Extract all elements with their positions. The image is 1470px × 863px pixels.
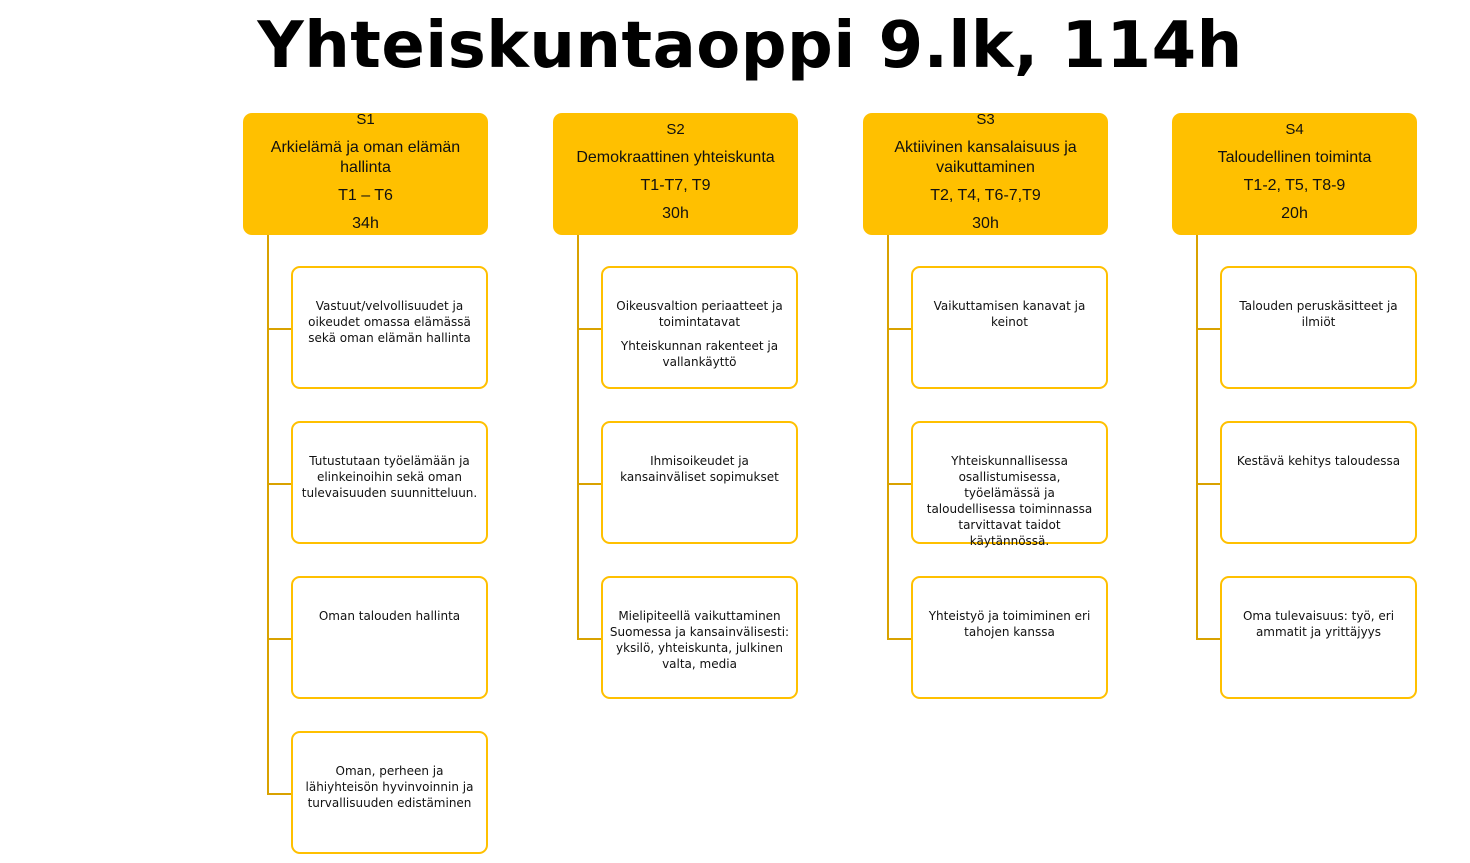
section-code: S3 — [976, 111, 995, 128]
topic-text: Vastuut/velvollisuudet ja oikeudet omassa elämässä sekä oman elämän hallinta — [308, 299, 471, 345]
section-code: S1 — [356, 111, 375, 128]
section-hours: 34h — [352, 215, 379, 232]
connector-branch — [1196, 328, 1220, 330]
section-goals: T1-T7, T9 — [640, 177, 711, 194]
topic-box — [1220, 421, 1417, 544]
topic-text: Oman talouden hallinta — [318, 609, 461, 623]
section-code: S2 — [666, 121, 685, 138]
section-code: S4 — [1285, 121, 1304, 138]
section-name: Aktiivinen kansalaisuus ja vaikuttaminen — [894, 139, 1077, 176]
topic-text: Kestävä kehitys taloudessa — [1236, 454, 1401, 468]
section-name: Demokraattinen yhteiskunta — [576, 149, 775, 166]
topic-text: Tutustutaan työelämään ja elinkeinoihin sekä oman tulevaisuuden suunnitteluun. — [301, 454, 478, 500]
section-name: Taloudellinen toiminta — [1217, 149, 1372, 166]
section-goals: T1 – T6 — [338, 187, 393, 204]
topic-text: Yhteistyö ja toimiminen eri tahojen kanssa — [928, 609, 1091, 639]
topic-text: Yhteiskunnallisessa osallistumisessa, työelämässä ja taloudellisessa toiminnassa tarvittavat taidot käytännössä. — [926, 454, 1093, 548]
topic-box — [1220, 266, 1417, 389]
topic-text: Vaikuttamisen kanavat ja keinot — [933, 299, 1086, 329]
topic-text: Mielipiteellä vaikuttaminen Suomessa ja kansainvälisesti: yksilö, yhteiskunta, julkinen valta, media — [609, 609, 790, 671]
section-goals: T1-2, T5, T8-9 — [1243, 177, 1346, 194]
connector-branch — [1196, 483, 1220, 485]
topic-text: Talouden peruskäsitteet ja ilmiöt — [1239, 299, 1398, 329]
topic-text: Ihmisoikeudet ja kansainväliset sopimukset — [620, 454, 779, 484]
section-hours: 30h — [972, 215, 999, 232]
section-hours: 30h — [662, 205, 689, 222]
diagram-title: Yhteiskuntaoppi 9.lk, 114h — [257, 9, 1243, 83]
topic-box — [1220, 576, 1417, 699]
section-name: Arkielämä ja oman elämän hallinta — [270, 139, 461, 176]
section-header-s4 — [1172, 113, 1417, 235]
connector-spine — [1196, 235, 1198, 639]
connector-branch — [1196, 638, 1220, 640]
topic-text: Oikeusvaltion periaatteet ja toimintatavat — [616, 299, 783, 329]
topic-text: Oma tulevaisuus: työ, eri ammatit ja yrittäjyys — [1242, 609, 1395, 639]
section-goals: T2, T4, T6-7,T9 — [930, 187, 1041, 204]
topic-text: Oman, perheen ja lähiyhteisön hyvinvoinnin ja turvallisuuden edistäminen — [305, 764, 474, 810]
section-hours: 20h — [1281, 205, 1308, 222]
topic-text: Yhteiskunnan rakenteet ja vallankäyttö — [620, 339, 779, 369]
